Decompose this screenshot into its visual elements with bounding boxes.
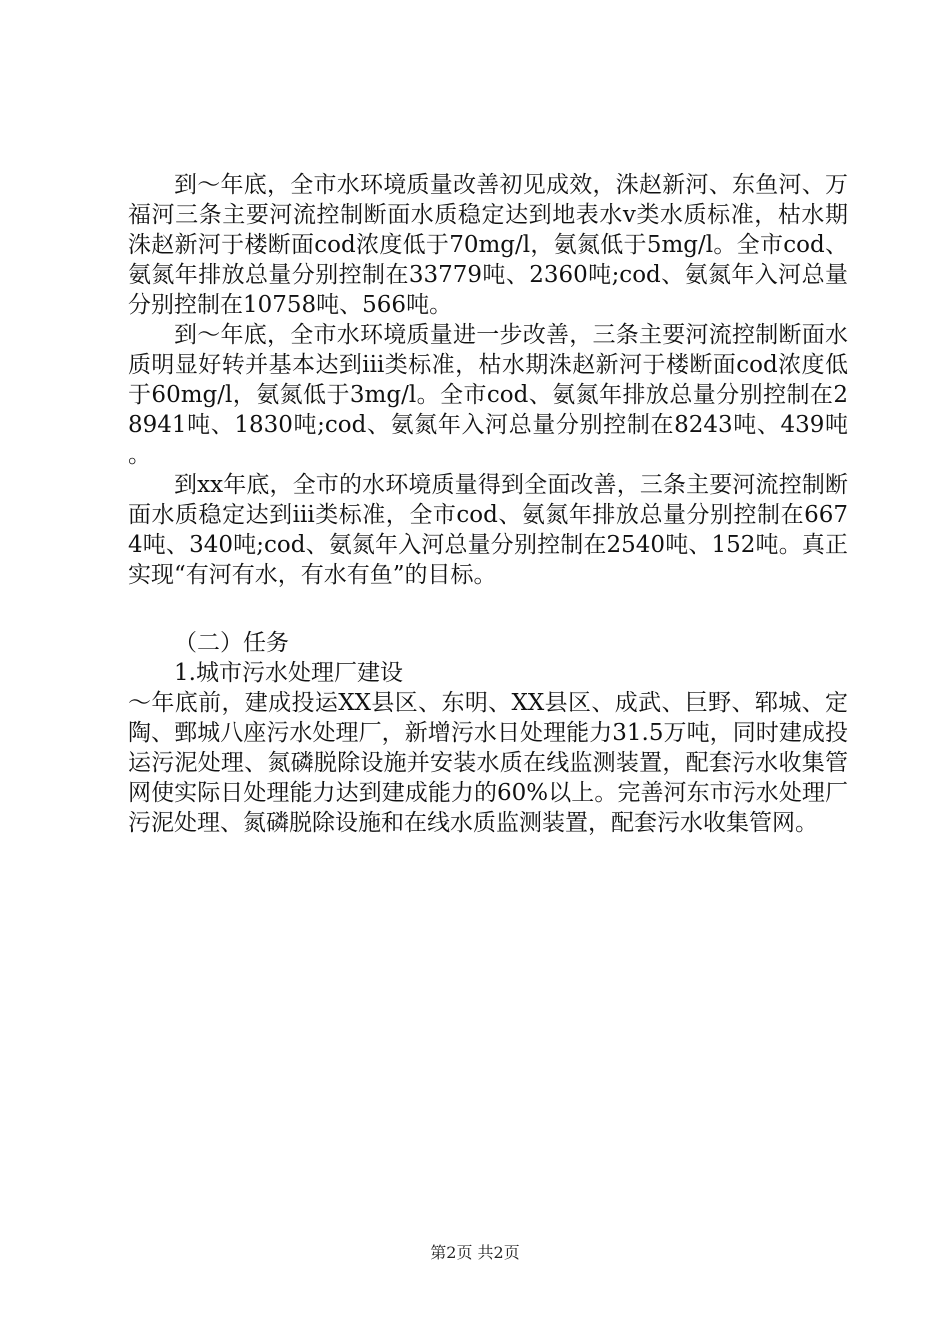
tasks-heading: （二）任务 xyxy=(174,630,289,656)
task-1-heading: 1.城市污水处理厂建设 xyxy=(174,660,403,686)
task-1-body: ～年底前，建成投运XX县区、东明、XX县区、成武、巨野、郓城、定陶、鄄城八座污水处理厂，新增污水日处理能力31.5万吨，同时建成投运污泥处理、氮磷脱除设施并安装水质在线监测装置，配套污水收集管网使实际日处理能力达到建成能力的60%以上。完善河东市污水处理厂污泥处理、氮磷脱除设施和在线水质监测装置，配套污水收集管网。 xyxy=(128,690,848,836)
page-footer: 第2页 共2页 xyxy=(430,1243,520,1262)
goal-paragraph-1: 到～年底，全市水环境质量改善初见成效，洙赵新河、东鱼河、万福河三条主要河流控制断面水质稳定达到地表水v类水质标准，枯水期洙赵新河于楼断面cod浓度低于70mg/l，氨氮低于5mg/l。全市cod、氨氮年排放总量分别控制在33779吨、2360吨;cod、氨氮年入河总量分别控制在10758吨、566吨。 xyxy=(128,172,848,318)
goals-section xyxy=(128,170,848,590)
goal-paragraph-3: 到xx年底，全市的水环境质量得到全面改善，三条主要河流控制断面水质稳定达到iii类标准，全市cod、氨氮年排放总量分别控制在6674吨、340吨;cod、氨氮年入河总量分别控制在2540吨、152吨。真正实现“有河有水，有水有鱼”的目标。 xyxy=(128,472,848,588)
tasks-section xyxy=(128,628,848,838)
goal-paragraph-2: 到～年底，全市水环境质量进一步改善，三条主要河流控制断面水质明显好转并基本达到iii类标准，枯水期洙赵新河于楼断面cod浓度低于60mg/l，氨氮低于3mg/l。全市cod、氨氮年排放总量分别控制在28941吨、1830吨;cod、氨氮年入河总量分别控制在8243吨、439吨。 xyxy=(128,322,848,468)
